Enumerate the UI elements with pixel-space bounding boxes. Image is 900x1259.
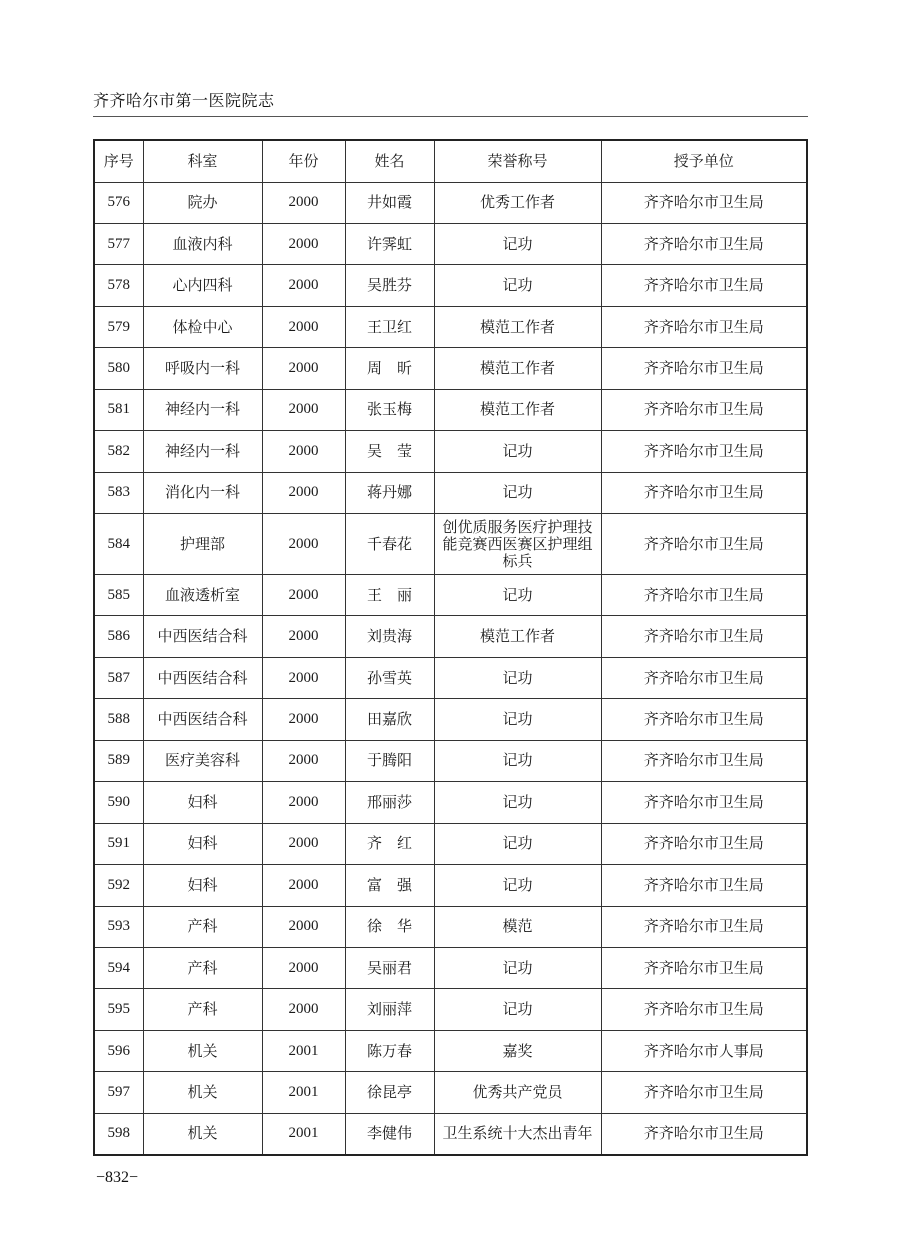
- cell-honor: 记功: [434, 823, 601, 864]
- cell-issuer: 齐齐哈尔市卫生局: [601, 699, 807, 740]
- cell-index: 577: [94, 223, 143, 264]
- cell-year: 2000: [262, 306, 345, 347]
- cell-name: 孙雪英: [345, 657, 434, 698]
- cell-name: 吴胜芬: [345, 265, 434, 306]
- cell-department: 机关: [143, 1113, 262, 1154]
- cell-issuer: 齐齐哈尔市卫生局: [601, 616, 807, 657]
- cell-index: 596: [94, 1030, 143, 1071]
- table-row: [94, 182, 807, 223]
- cell-index: 582: [94, 431, 143, 472]
- cell-year: 2001: [262, 1030, 345, 1071]
- cell-department: 护理部: [143, 514, 262, 575]
- table-row: [94, 865, 807, 906]
- cell-issuer: 齐齐哈尔市人事局: [601, 1030, 807, 1071]
- cell-name: 蒋丹娜: [345, 472, 434, 513]
- table-row: [94, 782, 807, 823]
- cell-honor: 记功: [434, 740, 601, 781]
- cell-honor: 记功: [434, 265, 601, 306]
- table-row: [94, 348, 807, 389]
- cell-department: 产科: [143, 947, 262, 988]
- cell-department: 医疗美容科: [143, 740, 262, 781]
- cell-issuer: 齐齐哈尔市卫生局: [601, 740, 807, 781]
- cell-name: 田嘉欣: [345, 699, 434, 740]
- cell-honor: 嘉奖: [434, 1030, 601, 1071]
- cell-index: 595: [94, 989, 143, 1030]
- cell-honor: 模范: [434, 906, 601, 947]
- cell-index: 589: [94, 740, 143, 781]
- cell-index: 588: [94, 699, 143, 740]
- cell-department: 心内四科: [143, 265, 262, 306]
- cell-year: 2000: [262, 699, 345, 740]
- table-row: [94, 306, 807, 347]
- cell-honor: 优秀工作者: [434, 182, 601, 223]
- cell-index: 584: [94, 514, 143, 575]
- cell-index: 580: [94, 348, 143, 389]
- table-row: [94, 1072, 807, 1113]
- table-row: [94, 947, 807, 988]
- cell-name: 吴 莹: [345, 431, 434, 472]
- table-row: [94, 472, 807, 513]
- cell-issuer: 齐齐哈尔市卫生局: [601, 1113, 807, 1154]
- table-body: [94, 182, 807, 1155]
- cell-issuer: 齐齐哈尔市卫生局: [601, 989, 807, 1030]
- cell-issuer: 齐齐哈尔市卫生局: [601, 223, 807, 264]
- cell-department: 中西医结合科: [143, 616, 262, 657]
- cell-honor: 优秀共产党员: [434, 1072, 601, 1113]
- cell-issuer: 齐齐哈尔市卫生局: [601, 575, 807, 616]
- cell-name: 千春花: [345, 514, 434, 575]
- cell-name: 吴丽君: [345, 947, 434, 988]
- table-row: [94, 823, 807, 864]
- cell-department: 体检中心: [143, 306, 262, 347]
- table-row: [94, 657, 807, 698]
- cell-name: 王 丽: [345, 575, 434, 616]
- cell-department: 神经内一科: [143, 431, 262, 472]
- cell-department: 院办: [143, 182, 262, 223]
- cell-index: 576: [94, 182, 143, 223]
- cell-year: 2000: [262, 472, 345, 513]
- cell-issuer: 齐齐哈尔市卫生局: [601, 514, 807, 575]
- table-row: [94, 265, 807, 306]
- cell-name: 李健伟: [345, 1113, 434, 1154]
- cell-name: 富 强: [345, 865, 434, 906]
- cell-year: 2000: [262, 514, 345, 575]
- cell-honor: 创优质服务医疗护理技能竞赛西医赛区护理组标兵: [434, 514, 601, 575]
- cell-issuer: 齐齐哈尔市卫生局: [601, 431, 807, 472]
- column-header-index: 序号: [94, 140, 143, 182]
- cell-name: 徐昆亭: [345, 1072, 434, 1113]
- cell-department: 产科: [143, 906, 262, 947]
- cell-index: 579: [94, 306, 143, 347]
- cell-department: 机关: [143, 1072, 262, 1113]
- cell-year: 2000: [262, 989, 345, 1030]
- cell-year: 2000: [262, 575, 345, 616]
- cell-year: 2000: [262, 865, 345, 906]
- cell-honor: 模范工作者: [434, 306, 601, 347]
- cell-name: 齐 红: [345, 823, 434, 864]
- cell-year: 2000: [262, 265, 345, 306]
- cell-issuer: 齐齐哈尔市卫生局: [601, 865, 807, 906]
- cell-name: 刘贵海: [345, 616, 434, 657]
- header-rule: [93, 116, 808, 117]
- cell-issuer: 齐齐哈尔市卫生局: [601, 265, 807, 306]
- table-header-row: [94, 140, 807, 182]
- cell-department: 妇科: [143, 782, 262, 823]
- cell-department: 呼吸内一科: [143, 348, 262, 389]
- honors-table: [93, 139, 808, 1156]
- page-number: −832−: [96, 1169, 139, 1186]
- cell-index: 585: [94, 575, 143, 616]
- table-row: [94, 699, 807, 740]
- cell-index: 587: [94, 657, 143, 698]
- cell-name: 王卫红: [345, 306, 434, 347]
- cell-name: 陈万春: [345, 1030, 434, 1071]
- table-row: [94, 389, 807, 430]
- cell-issuer: 齐齐哈尔市卫生局: [601, 182, 807, 223]
- cell-index: 578: [94, 265, 143, 306]
- column-header-year: 年份: [262, 140, 345, 182]
- cell-honor: 卫生系统十大杰出青年: [434, 1113, 601, 1154]
- cell-name: 邢丽莎: [345, 782, 434, 823]
- table-row: [94, 740, 807, 781]
- cell-department: 产科: [143, 989, 262, 1030]
- cell-name: 许霁虹: [345, 223, 434, 264]
- cell-department: 神经内一科: [143, 389, 262, 430]
- cell-honor: 记功: [434, 472, 601, 513]
- cell-index: 598: [94, 1113, 143, 1154]
- cell-index: 586: [94, 616, 143, 657]
- table-row: [94, 575, 807, 616]
- cell-department: 消化内一科: [143, 472, 262, 513]
- cell-name: 于腾阳: [345, 740, 434, 781]
- table-row: [94, 514, 807, 575]
- cell-issuer: 齐齐哈尔市卫生局: [601, 782, 807, 823]
- cell-index: 581: [94, 389, 143, 430]
- cell-issuer: 齐齐哈尔市卫生局: [601, 906, 807, 947]
- cell-year: 2000: [262, 616, 345, 657]
- cell-honor: 模范工作者: [434, 348, 601, 389]
- cell-department: 血液内科: [143, 223, 262, 264]
- cell-issuer: 齐齐哈尔市卫生局: [601, 348, 807, 389]
- cell-honor: 记功: [434, 575, 601, 616]
- cell-honor: 记功: [434, 989, 601, 1030]
- cell-year: 2001: [262, 1072, 345, 1113]
- cell-index: 597: [94, 1072, 143, 1113]
- cell-department: 中西医结合科: [143, 699, 262, 740]
- cell-year: 2000: [262, 431, 345, 472]
- cell-name: 井如霞: [345, 182, 434, 223]
- cell-issuer: 齐齐哈尔市卫生局: [601, 472, 807, 513]
- cell-index: 593: [94, 906, 143, 947]
- cell-year: 2000: [262, 906, 345, 947]
- cell-honor: 记功: [434, 431, 601, 472]
- cell-issuer: 齐齐哈尔市卫生局: [601, 1072, 807, 1113]
- table-row: [94, 906, 807, 947]
- cell-year: 2000: [262, 823, 345, 864]
- cell-year: 2000: [262, 947, 345, 988]
- table-row: [94, 989, 807, 1030]
- cell-honor: 记功: [434, 865, 601, 906]
- cell-index: 592: [94, 865, 143, 906]
- cell-issuer: 齐齐哈尔市卫生局: [601, 823, 807, 864]
- cell-year: 2000: [262, 740, 345, 781]
- cell-department: 妇科: [143, 865, 262, 906]
- cell-name: 张玉梅: [345, 389, 434, 430]
- cell-honor: 记功: [434, 657, 601, 698]
- cell-year: 2000: [262, 348, 345, 389]
- cell-department: 中西医结合科: [143, 657, 262, 698]
- cell-year: 2000: [262, 182, 345, 223]
- cell-index: 591: [94, 823, 143, 864]
- column-header-name: 姓名: [345, 140, 434, 182]
- cell-year: 2000: [262, 389, 345, 430]
- table-row: [94, 431, 807, 472]
- cell-year: 2000: [262, 657, 345, 698]
- running-header-title: 齐齐哈尔市第一医院院志: [93, 91, 275, 110]
- cell-name: 刘丽萍: [345, 989, 434, 1030]
- cell-department: 血液透析室: [143, 575, 262, 616]
- column-header-department: 科室: [143, 140, 262, 182]
- table-row: [94, 223, 807, 264]
- cell-issuer: 齐齐哈尔市卫生局: [601, 947, 807, 988]
- column-header-issuer: 授予单位: [601, 140, 807, 182]
- cell-honor: 模范工作者: [434, 616, 601, 657]
- cell-issuer: 齐齐哈尔市卫生局: [601, 306, 807, 347]
- cell-index: 594: [94, 947, 143, 988]
- cell-name: 徐 华: [345, 906, 434, 947]
- cell-year: 2000: [262, 782, 345, 823]
- cell-honor: 模范工作者: [434, 389, 601, 430]
- cell-honor: 记功: [434, 699, 601, 740]
- cell-issuer: 齐齐哈尔市卫生局: [601, 389, 807, 430]
- cell-issuer: 齐齐哈尔市卫生局: [601, 657, 807, 698]
- cell-honor: 记功: [434, 947, 601, 988]
- cell-department: 机关: [143, 1030, 262, 1071]
- cell-honor: 记功: [434, 223, 601, 264]
- cell-index: 583: [94, 472, 143, 513]
- cell-honor: 记功: [434, 782, 601, 823]
- cell-year: 2001: [262, 1113, 345, 1154]
- cell-index: 590: [94, 782, 143, 823]
- column-header-honor: 荣誉称号: [434, 140, 601, 182]
- table-row: [94, 1113, 807, 1154]
- cell-department: 妇科: [143, 823, 262, 864]
- table-row: [94, 1030, 807, 1071]
- cell-name: 周 昕: [345, 348, 434, 389]
- table-row: [94, 616, 807, 657]
- cell-year: 2000: [262, 223, 345, 264]
